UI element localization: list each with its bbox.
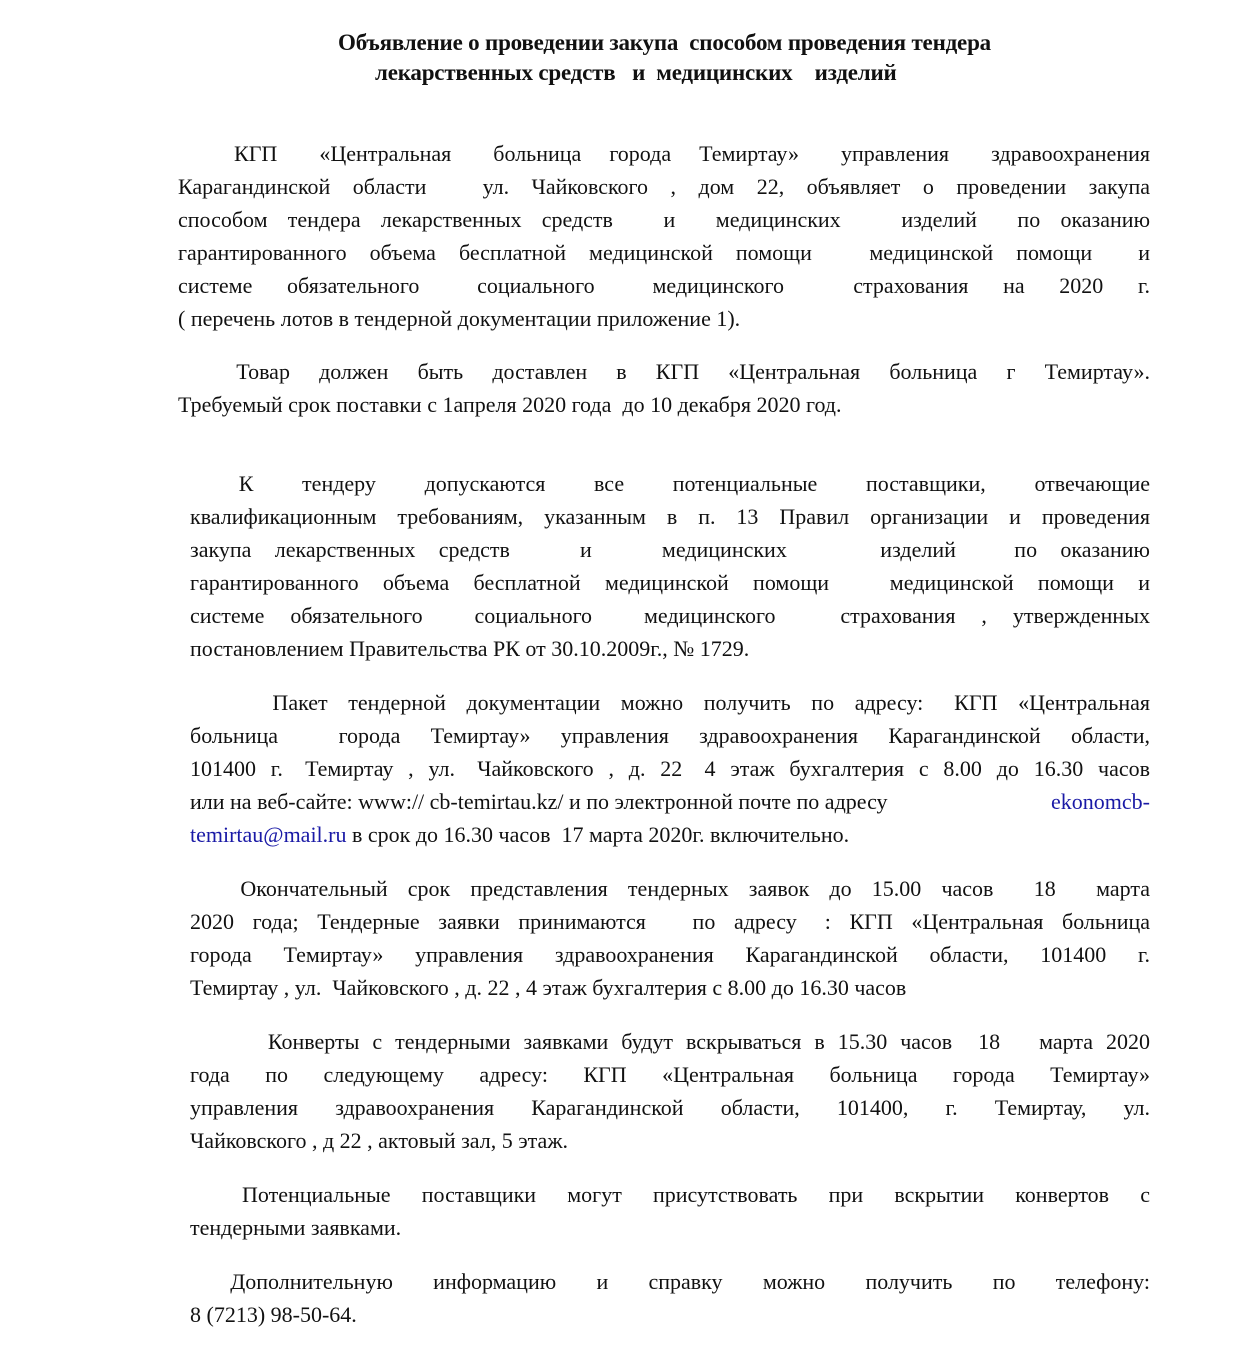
- text-line: Чайковского , д 22 , актовый зал, 5 этаж.: [190, 1128, 569, 1153]
- text-line: года по следующему адресу: КГП «Центральная больница города Темиртау»: [190, 1062, 1150, 1087]
- text-line: системе обязательного социального медицинского страхования на 2020 г.: [178, 273, 1150, 298]
- text-line: управления здравоохранения Карагандинской области, 101400, г. Темиртау, ул.: [190, 1095, 1150, 1120]
- text-line: Конверты с тендерными заявками будут вскрываться в 15.30 часов 18 марта 2020: [190, 1029, 1150, 1054]
- text-line: Дополнительную информацию и справку можно получить по телефону:: [190, 1269, 1150, 1294]
- paragraph-documentation: [190, 686, 1150, 851]
- text-line: больница города Темиртау» управления здравоохранения Карагандинской области,: [190, 723, 1150, 748]
- paragraph-deadline: [190, 872, 1150, 1004]
- text-line: Карагандинской области ул. Чайковского , дом 22, объявляет о проведении закупа: [178, 174, 1150, 199]
- email-link-part1[interactable]: ekonomcb-: [1051, 789, 1150, 814]
- title-line-1: Объявление о проведении закупа способом проведения тендера: [338, 30, 991, 55]
- paragraph-opening: [190, 1025, 1150, 1157]
- text-segment: или на веб-сайте: www:// cb-temirtau.kz/ и по электронной почте по адресу: [190, 789, 894, 814]
- text-line: Пакет тендерной документации можно получить по адресу: КГП «Центральная: [190, 690, 1150, 715]
- text-line: Потенциальные поставщики могут присутствовать при вскрытии конвертов с: [190, 1182, 1150, 1207]
- text-line: тендерными заявками.: [190, 1215, 402, 1240]
- text-line: системе обязательного социального медицинского страхования , утвержденных: [190, 603, 1150, 628]
- paragraph-attendance: [190, 1178, 1150, 1244]
- text-line: квалификационным требованиям, указанным в п. 13 Правил организации и проведения: [190, 504, 1150, 529]
- text-line: К тендеру допускаются все потенциальные поставщики, отвечающие: [190, 471, 1150, 496]
- email-link-part2[interactable]: temirtau@mail.ru: [190, 822, 347, 847]
- title-line-2: лекарственных средств и медицинских изделий: [375, 60, 897, 85]
- text-line: Окончательный срок представления тендерных заявок до 15.00 часов 18 марта: [190, 876, 1150, 901]
- paragraph-contact: [190, 1265, 1150, 1331]
- text-line: [190, 818, 1150, 851]
- text-line: 101400 г. Темиртау , ул. Чайковского , д. 22 4 этаж бухгалтерия с 8.00 до 16.30 часов: [190, 756, 1150, 781]
- text-line: гарантированного объема бесплатной медицинской помощи медицинской помощи и: [178, 240, 1150, 265]
- text-line: Темиртау , ул. Чайковского , д. 22 , 4 этаж бухгалтерия с 8.00 до 16.30 часов: [190, 975, 907, 1000]
- text-line: Товар должен быть доставлен в КГП «Центральная больница г Темиртау».: [178, 359, 1150, 384]
- paragraph-delivery: [178, 355, 1150, 421]
- paragraph-eligibility: [190, 467, 1150, 665]
- text-line: способом тендера лекарственных средств и медицинских изделий по оказанию: [178, 207, 1150, 232]
- text-line: КГП «Центральная больница города Темиртау» управления здравоохранения: [178, 141, 1150, 166]
- text-line: [190, 785, 1150, 818]
- phone-number-line: 8 (7213) 98-50-64.: [190, 1302, 357, 1327]
- text-line: 2020 года; Тендерные заявки принимаются по адресу : КГП «Центральная больница: [190, 909, 1150, 934]
- text-line: закупа лекарственных средств и медицинских изделий по оказанию: [190, 537, 1150, 562]
- text-line: Требуемый срок поставки с 1апреля 2020 года до 10 декабря 2020 год.: [178, 392, 842, 417]
- text-line: города Темиртау» управления здравоохранения Карагандинской области, 101400 г.: [190, 942, 1150, 967]
- text-line: гарантированного объема бесплатной медицинской помощи медицинской помощи и: [190, 570, 1150, 595]
- text-line: постановлением Правительства РК от 30.10.2009г., № 1729.: [190, 636, 750, 661]
- paragraph-intro: [178, 137, 1150, 335]
- text-segment: в срок до 16.30 часов 17 марта 2020г. включительно.: [346, 822, 850, 847]
- text-line: ( перечень лотов в тендерной документации приложение 1).: [178, 306, 741, 331]
